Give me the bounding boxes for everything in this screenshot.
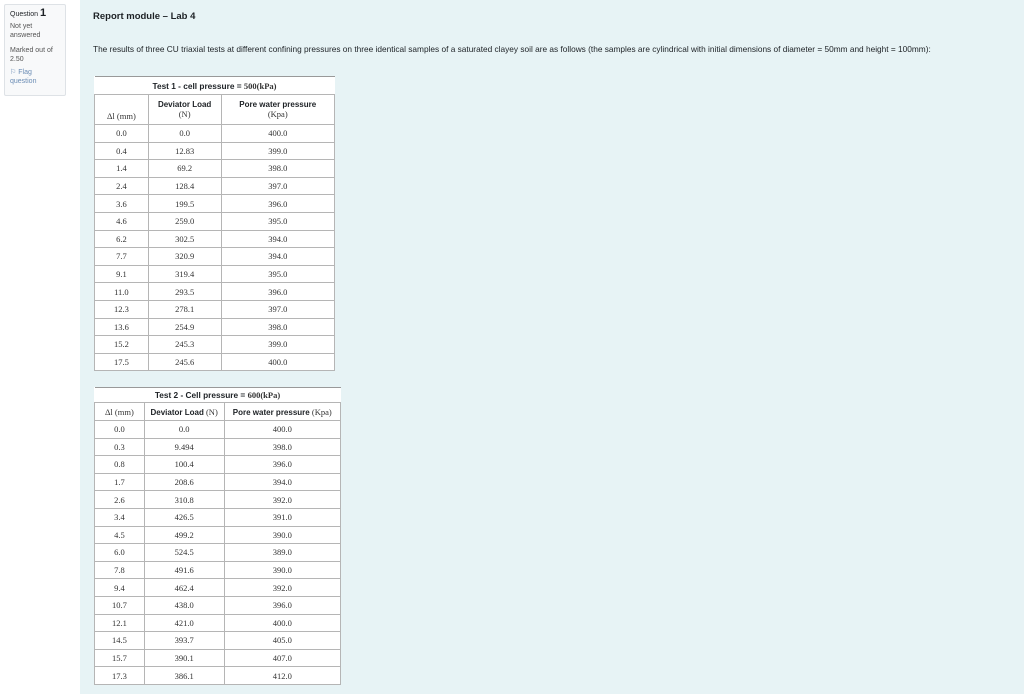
cell-pore-pressure: 400.0 (221, 125, 335, 143)
cell-pore-pressure: 398.0 (221, 318, 335, 336)
table-row (95, 473, 341, 491)
cell-pore-pressure: 399.0 (221, 142, 335, 160)
cell-pore-pressure: 392.0 (224, 491, 341, 509)
table-row (95, 596, 341, 614)
table-row (95, 526, 341, 544)
cell-displacement: 0.4 (95, 142, 149, 160)
cell-pore-pressure: 395.0 (221, 265, 335, 283)
cell-pore-pressure: 391.0 (224, 508, 341, 526)
cell-pore-pressure: 412.0 (224, 667, 341, 685)
cell-deviator-load: 0.0 (148, 125, 221, 143)
cell-displacement: 0.0 (95, 421, 145, 439)
cell-deviator-load: 245.3 (148, 336, 221, 354)
cell-displacement: 2.4 (95, 177, 149, 195)
table-row (95, 667, 341, 685)
table-row (95, 561, 341, 579)
test2-table (94, 387, 341, 685)
cell-deviator-load: 128.4 (148, 177, 221, 195)
cell-pore-pressure: 397.0 (221, 300, 335, 318)
cell-displacement: 4.6 (95, 212, 149, 230)
cell-displacement: 0.0 (95, 125, 149, 143)
cell-displacement: 1.7 (95, 473, 145, 491)
test1-rows (95, 125, 335, 371)
col-header-deviator-load: Deviator Load (N) (148, 95, 221, 125)
table-row (95, 438, 341, 456)
table-row (95, 283, 335, 301)
cell-pore-pressure: 399.0 (221, 336, 335, 354)
cell-deviator-load: 9.494 (144, 438, 224, 456)
table-row (95, 195, 335, 213)
cell-pore-pressure: 400.0 (224, 614, 341, 632)
cell-displacement: 7.7 (95, 248, 149, 266)
cell-pore-pressure: 392.0 (224, 579, 341, 597)
cell-deviator-load: 320.9 (148, 248, 221, 266)
cell-deviator-load: 319.4 (148, 265, 221, 283)
cell-pore-pressure: 390.0 (224, 561, 341, 579)
table-row (95, 177, 335, 195)
cell-deviator-load: 386.1 (144, 667, 224, 685)
col-header-deviator-load: Deviator Load (N) (144, 403, 224, 421)
cell-deviator-load: 393.7 (144, 632, 224, 650)
table-row (95, 336, 335, 354)
table-row (95, 142, 335, 160)
cell-pore-pressure: 407.0 (224, 649, 341, 667)
cell-deviator-load: 0.0 (144, 421, 224, 439)
cell-deviator-load: 278.1 (148, 300, 221, 318)
cell-pore-pressure: 396.0 (224, 456, 341, 474)
table-row (95, 508, 341, 526)
table-row (95, 212, 335, 230)
cell-displacement: 15.7 (95, 649, 145, 667)
cell-displacement: 3.6 (95, 195, 149, 213)
cell-displacement: 4.5 (95, 526, 145, 544)
cell-deviator-load: 208.6 (144, 473, 224, 491)
cell-deviator-load: 524.5 (144, 544, 224, 562)
table-row (95, 614, 341, 632)
table-row (95, 632, 341, 650)
cell-pore-pressure: 394.0 (224, 473, 341, 491)
cell-displacement: 17.3 (95, 667, 145, 685)
question-info-panel (4, 4, 66, 96)
cell-deviator-load: 302.5 (148, 230, 221, 248)
test1-caption: Test 1 - cell pressure = 500(kPa) (95, 77, 335, 95)
cell-deviator-load: 491.6 (144, 561, 224, 579)
cell-displacement: 11.0 (95, 283, 149, 301)
cell-displacement: 2.6 (95, 491, 145, 509)
cell-displacement: 12.1 (95, 614, 145, 632)
question-grade: Marked out of 2.50 (10, 47, 53, 63)
table-row (95, 353, 335, 371)
table-row (95, 300, 335, 318)
cell-pore-pressure: 405.0 (224, 632, 341, 650)
table-row (95, 491, 341, 509)
cell-deviator-load: 390.1 (144, 649, 224, 667)
cell-displacement: 15.2 (95, 336, 149, 354)
table-row (95, 649, 341, 667)
cell-displacement: 7.8 (95, 561, 145, 579)
cell-displacement: 14.5 (95, 632, 145, 650)
cell-displacement: 0.3 (95, 438, 145, 456)
table-row (95, 265, 335, 283)
cell-displacement: 9.1 (95, 265, 149, 283)
cell-deviator-load: 199.5 (148, 195, 221, 213)
cell-pore-pressure: 400.0 (221, 353, 335, 371)
cell-pore-pressure: 397.0 (221, 177, 335, 195)
question-state: Not yet answered (10, 23, 41, 39)
cell-displacement: 6.0 (95, 544, 145, 562)
cell-deviator-load: 69.2 (148, 160, 221, 178)
cell-pore-pressure: 400.0 (224, 421, 341, 439)
cell-deviator-load: 438.0 (144, 596, 224, 614)
table-row (95, 579, 341, 597)
page-title: Report module – Lab 4 (93, 11, 196, 22)
table-row (95, 421, 341, 439)
cell-pore-pressure: 396.0 (221, 195, 335, 213)
table-row (95, 544, 341, 562)
cell-deviator-load: 293.5 (148, 283, 221, 301)
table-row (95, 160, 335, 178)
cell-deviator-load: 426.5 (144, 508, 224, 526)
cell-pore-pressure: 396.0 (224, 596, 341, 614)
cell-deviator-load: 259.0 (148, 212, 221, 230)
cell-deviator-load: 100.4 (144, 456, 224, 474)
question-number: Question 1 (10, 7, 47, 19)
cell-deviator-load: 421.0 (144, 614, 224, 632)
cell-pore-pressure: 394.0 (221, 230, 335, 248)
cell-displacement: 0.8 (95, 456, 145, 474)
col-header-pore-pressure: Pore water pressure (Kpa) (224, 403, 341, 421)
cell-displacement: 3.4 (95, 508, 145, 526)
cell-displacement: 6.2 (95, 230, 149, 248)
cell-deviator-load: 254.9 (148, 318, 221, 336)
table-row (95, 230, 335, 248)
table-row (95, 248, 335, 266)
cell-pore-pressure: 396.0 (221, 283, 335, 301)
table-row (95, 125, 335, 143)
table-row (95, 318, 335, 336)
cell-deviator-load: 499.2 (144, 526, 224, 544)
cell-pore-pressure: 398.0 (221, 160, 335, 178)
flag-question-link[interactable]: ⚐ Flag question (10, 69, 37, 85)
test2-caption: Test 2 - Cell pressure = 600(kPa) (95, 388, 341, 403)
test2-rows (95, 421, 341, 685)
cell-pore-pressure: 390.0 (224, 526, 341, 544)
cell-pore-pressure: 394.0 (221, 248, 335, 266)
col-header-displacement: Δl (mm) (95, 403, 145, 421)
question-text: The results of three CU triaxial tests at different confining pressures on three identical samples of a saturated clayey soil are as follows (the samples are cylindrical with initial dimensions of diameter = 50mm and height = 100mm): (93, 44, 931, 54)
cell-displacement: 12.3 (95, 300, 149, 318)
cell-pore-pressure: 395.0 (221, 212, 335, 230)
cell-deviator-load: 310.8 (144, 491, 224, 509)
cell-deviator-load: 12.83 (148, 142, 221, 160)
cell-displacement: 13.6 (95, 318, 149, 336)
cell-displacement: 10.7 (95, 596, 145, 614)
cell-displacement: 1.4 (95, 160, 149, 178)
cell-deviator-load: 462.4 (144, 579, 224, 597)
cell-pore-pressure: 398.0 (224, 438, 341, 456)
cell-displacement: 17.5 (95, 353, 149, 371)
flag-icon: ⚐ (10, 69, 19, 76)
col-header-displacement: Δl (mm) (95, 95, 149, 125)
cell-displacement: 9.4 (95, 579, 145, 597)
col-header-pore-pressure: Pore water pressure (Kpa) (221, 95, 335, 125)
cell-pore-pressure: 389.0 (224, 544, 341, 562)
test1-table (94, 76, 335, 371)
table-row (95, 456, 341, 474)
cell-deviator-load: 245.6 (148, 353, 221, 371)
